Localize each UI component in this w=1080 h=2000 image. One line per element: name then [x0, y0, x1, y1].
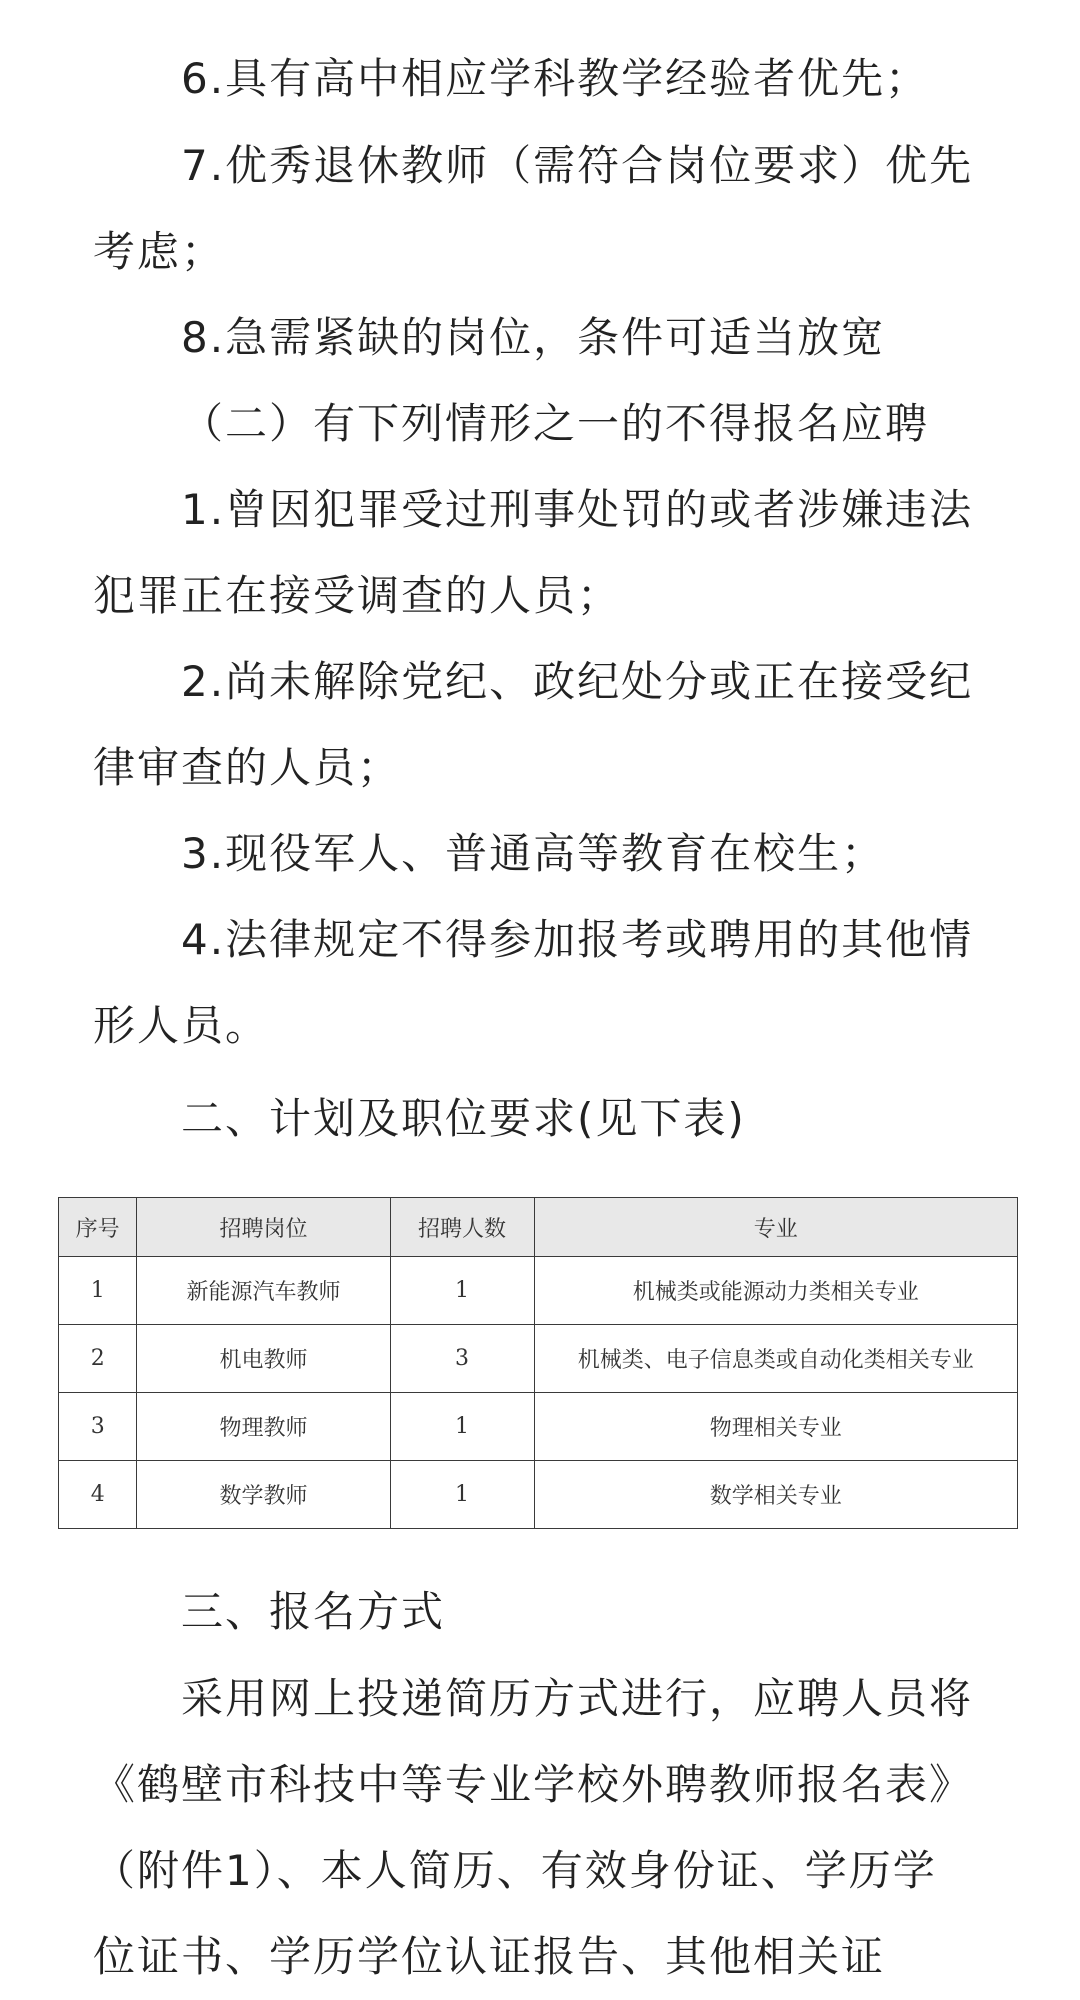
section-heading-plan: 二、计划及职位要求(见下表): [181, 1094, 746, 1143]
table-cell: 1: [59, 1257, 137, 1325]
table-header-row: [59, 1198, 1018, 1257]
paragraph-restriction-1-line2: 犯罪正在接受调查的人员；: [93, 571, 622, 620]
paragraph-restriction-2-line1: 2.尚未解除党纪、政纪处分或正在接受纪: [181, 657, 974, 706]
paragraph-method-line4: 位证书、学历学位认证报告、其他相关证: [93, 1932, 886, 1981]
paragraph-item-7-line2: 考虑；: [93, 227, 226, 276]
job-table: [58, 1197, 1018, 1529]
table-header-cell: 专业: [534, 1198, 1017, 1257]
paragraph-method-line3: （附件1）、本人简历、有效身份证、学历学: [93, 1846, 937, 1895]
table-cell: 数学教师: [137, 1461, 390, 1529]
table-cell: 2: [59, 1325, 137, 1393]
table-cell: 机械类、电子信息类或自动化类相关专业: [534, 1325, 1017, 1393]
table-cell: 3: [390, 1325, 534, 1393]
table-header-cell: 序号: [59, 1198, 137, 1257]
table-cell: 机械类或能源动力类相关专业: [534, 1257, 1017, 1325]
table-cell: 数学相关专业: [534, 1461, 1017, 1529]
table-cell: 新能源汽车教师: [137, 1257, 390, 1325]
job-table-container: [58, 1197, 1018, 1529]
table-cell: 1: [390, 1461, 534, 1529]
table-row: [59, 1393, 1018, 1461]
table-row: [59, 1257, 1018, 1325]
paragraph-restriction-3: 3.现役军人、普通高等教育在校生；: [181, 829, 886, 878]
section-heading-2: （二）有下列情形之一的不得报名应聘: [181, 399, 930, 448]
table-header-cell: 招聘岗位: [137, 1198, 390, 1257]
table-cell: 4: [59, 1461, 137, 1529]
table-cell: 1: [390, 1257, 534, 1325]
table-cell: 3: [59, 1393, 137, 1461]
table-cell: 物理相关专业: [534, 1393, 1017, 1461]
table-header-cell: 招聘人数: [390, 1198, 534, 1257]
paragraph-restriction-4-line1: 4.法律规定不得参加报考或聘用的其他情: [181, 915, 974, 964]
table-cell: 物理教师: [137, 1393, 390, 1461]
paragraph-item-6: 6.具有高中相应学科教学经验者优先；: [181, 54, 930, 103]
paragraph-method-line1: 采用网上投递简历方式进行，应聘人员将: [181, 1674, 974, 1723]
table-row: [59, 1325, 1018, 1393]
paragraph-restriction-1-line1: 1.曾因犯罪受过刑事处罚的或者涉嫌违法: [181, 485, 974, 534]
paragraph-restriction-4-line2: 形人员。: [93, 1001, 270, 1050]
table-cell: 机电教师: [137, 1325, 390, 1393]
paragraph-method-line2: 《鹤壁市科技中等专业学校外聘教师报名表》: [93, 1760, 974, 1809]
table-row: [59, 1461, 1018, 1529]
section-heading-3: 三、报名方式: [181, 1587, 446, 1636]
paragraph-item-8: 8.急需紧缺的岗位，条件可适当放宽: [181, 313, 886, 362]
paragraph-item-7-line1: 7.优秀退休教师（需符合岗位要求）优先: [181, 141, 974, 190]
table-cell: 1: [390, 1393, 534, 1461]
paragraph-restriction-2-line2: 律审查的人员；: [93, 743, 402, 792]
